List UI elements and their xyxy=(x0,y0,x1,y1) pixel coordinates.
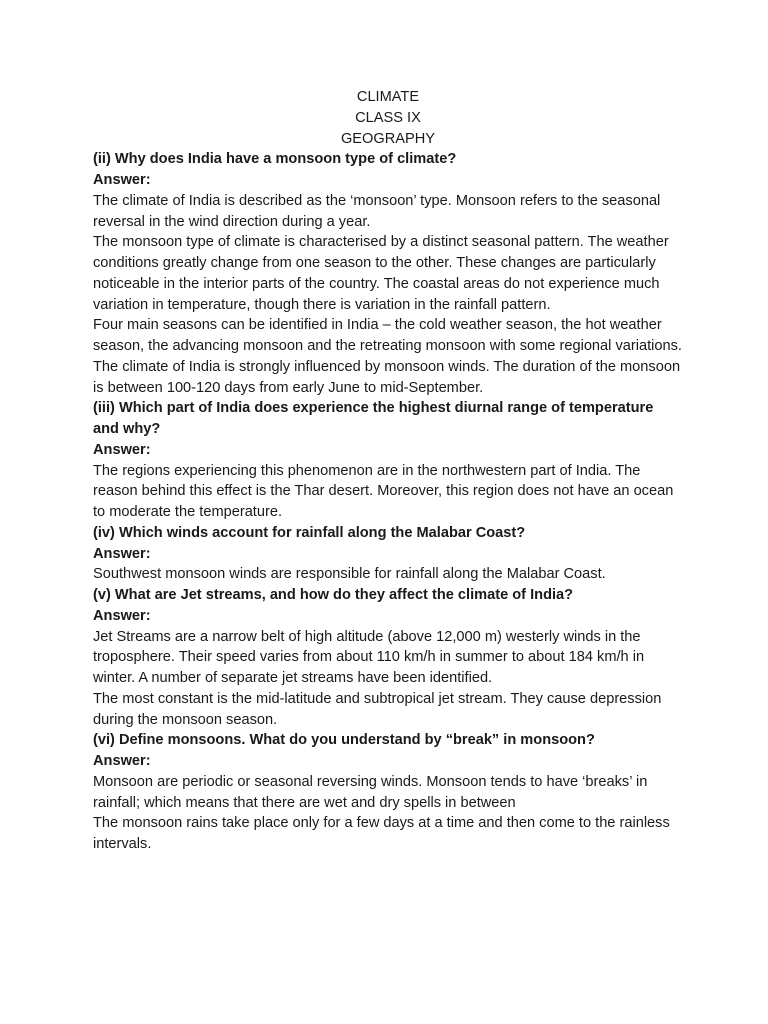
answer-label: Answer: xyxy=(93,753,151,769)
question-iv: (iv) Which winds account for rainfall along the Malabar Coast? xyxy=(93,524,526,541)
question-ii: (ii) Why does India have a monsoon type of climate? xyxy=(93,151,457,168)
answer-label: Answer: xyxy=(93,441,151,458)
answer-paragraph: The climate of India is strongly influenced by monsoon winds. The duration of the monsoon is between 100-120 days from early June to mid-September. xyxy=(93,358,681,396)
question-iii: (iii) Which part of India does experience the highest diurnal range of temperature and why? xyxy=(93,400,654,437)
document-body xyxy=(93,87,683,855)
answer-paragraph: The most constant is the mid-latitude and subtropical jet stream. They cause depression during the monsoon season. xyxy=(93,690,662,728)
answer-paragraph: The regions experiencing this phenomenon are in the northwestern part of India. The reason behind this effect is the Thar desert. Moreover, this region does not have an ocean to moderate the temperature. xyxy=(93,462,674,520)
question-vi: (vi) Define monsoons. What do you understand by “break” in monsoon? xyxy=(93,732,595,749)
subject-label: GEOGRAPHY xyxy=(340,130,436,147)
answer-paragraph: Four main seasons can be identified in India – the cold weather season, the hot weather season, the advancing monsoon and the retreating monsoon with some regional variations. xyxy=(93,317,682,354)
answer-paragraph: Southwest monsoon winds are responsible for rainfall along the Malabar Coast. xyxy=(93,566,606,583)
answer-label: Answer: xyxy=(93,172,151,188)
answer-paragraph: Monsoon are periodic or seasonal reversing winds. Monsoon tends to have ‘breaks’ in rainfall; which means that there are wet and dry spells in between xyxy=(93,773,648,811)
answer-paragraph: Jet Streams are a narrow belt of high altitude (above 12,000 m) westerly winds in the troposphere. Their speed varies from about 110 km/h in summer to about 184 km/h in winter. A number of separate jet streams have been identified. xyxy=(93,628,645,686)
answer-paragraph: The monsoon type of climate is characterised by a distinct seasonal pattern. The weather conditions greatly change from one season to the other. These changes are particularly noticeable in the interior parts of the country. The coastal areas do not experience much variation in temperature, though there is variation in the rainfall pattern. xyxy=(93,234,669,313)
question-v: (v) What are Jet streams, and how do they affect the climate of India? xyxy=(93,587,574,603)
answer-paragraph: The climate of India is described as the ‘monsoon’ type. Monsoon refers to the seasonal reversal in the wind direction during a year. xyxy=(93,192,661,230)
answer-paragraph: The monsoon rains take place only for a few days at a time and then come to the rainless intervals. xyxy=(93,815,670,852)
answer-label: Answer: xyxy=(93,607,151,624)
document-title: CLIMATE xyxy=(356,89,420,105)
class-label: CLASS IX xyxy=(355,109,421,126)
answer-label: Answer: xyxy=(93,545,151,562)
